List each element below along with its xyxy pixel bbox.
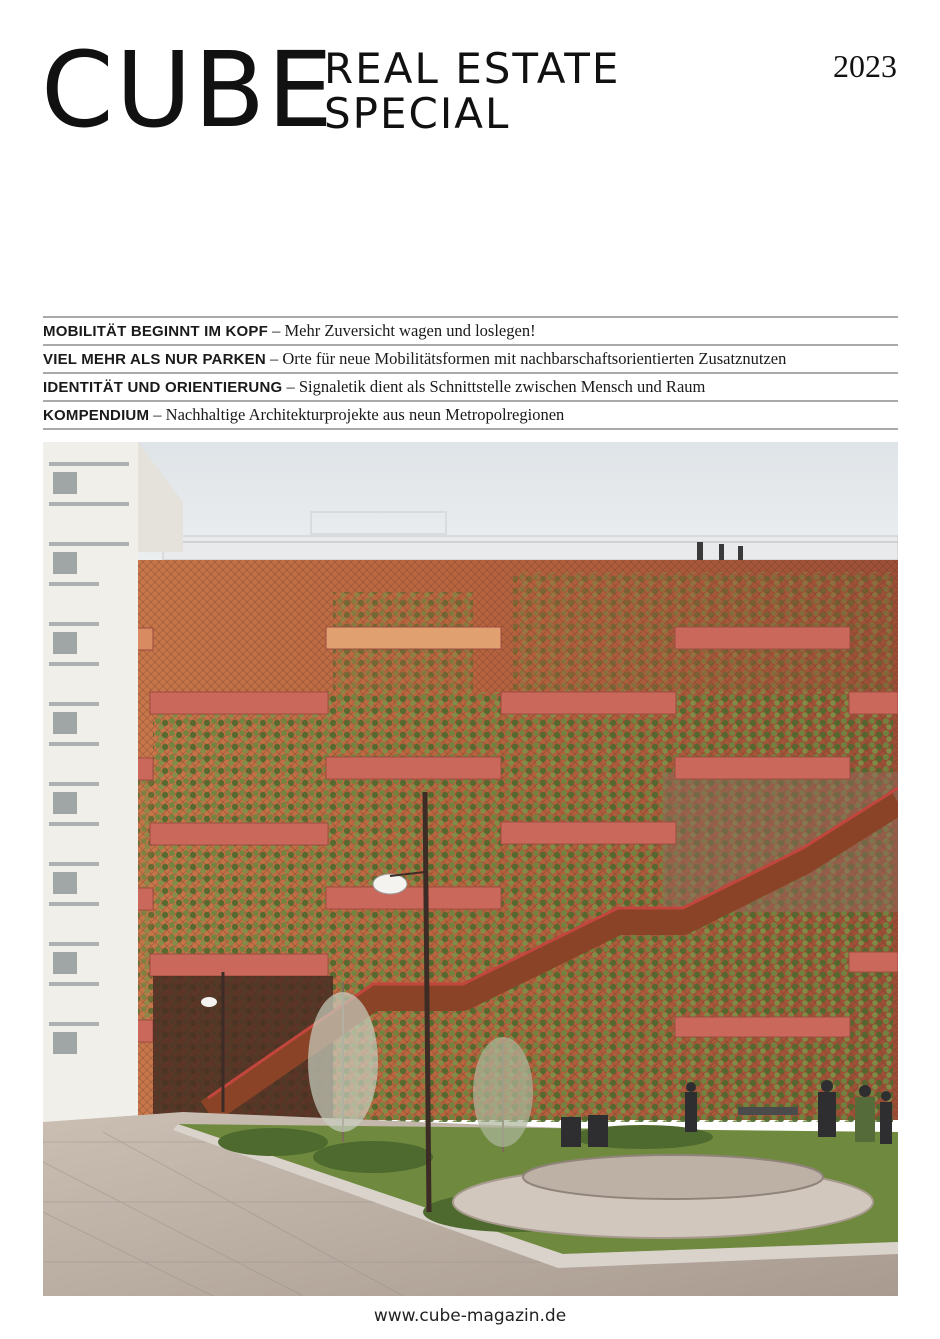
toc-heading: MOBILITÄT BEGINNT IM KOPF (43, 323, 268, 340)
subtitle-line-1: REAL ESTATE (324, 44, 621, 93)
toc-entry (43, 316, 898, 344)
issue-subtitle (324, 46, 620, 136)
cover-photo (43, 442, 898, 1296)
table-of-contents (43, 316, 898, 430)
cover-photo-illustration (43, 442, 898, 1296)
toc-text: – Mehr Zuversicht wagen und loslegen! (267, 321, 536, 340)
brand-logo: CUBE (41, 29, 335, 151)
toc-heading: KOMPENDIUM (43, 407, 150, 424)
toc-text: – Nachhaltige Architekturprojekte aus neun Metropolregionen (149, 405, 565, 424)
toc-text: – Orte für neue Mobilitätsformen mit nachbarschaftsorientierten Zusatznutzen (265, 349, 787, 368)
rooftop-railing (163, 536, 898, 560)
toc-entry (43, 372, 898, 400)
issue-year: 2023 (833, 48, 897, 84)
sandpit (523, 1155, 823, 1199)
photo-credit: © Rasmus Hjortshøj / Copenhagen Media Center (34, 1103, 44, 1292)
toc-heading: IDENTITÄT UND ORIENTIERUNG (43, 379, 283, 396)
toc-entry (43, 344, 898, 372)
subtitle-line-2: SPECIAL (324, 89, 511, 138)
website-url[interactable]: www.cube-magazin.de (373, 1306, 567, 1326)
toc-entry (43, 400, 898, 430)
mural-panel (663, 772, 898, 912)
toc-heading: VIEL MEHR ALS NUR PARKEN (43, 351, 266, 368)
toc-text: – Signaletik dient als Schnittstelle zwischen Mensch und Raum (282, 377, 706, 396)
